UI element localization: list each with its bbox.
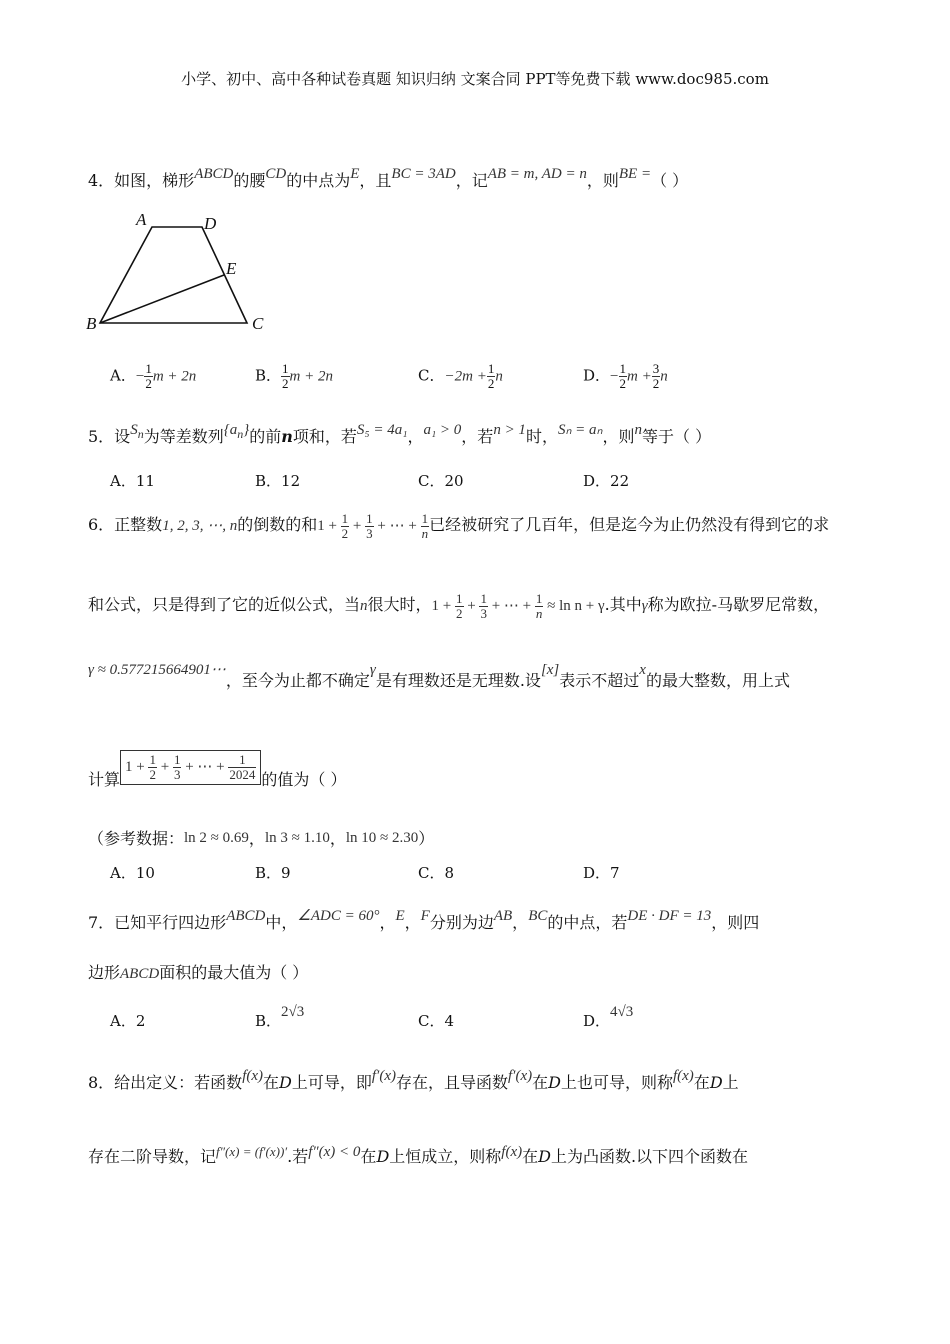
q6-text: 已经被研究了几百年，但是迄今为止仍然没有得到它的求 <box>429 515 830 534</box>
q5-option-c[interactable]: C．20 <box>418 472 464 490</box>
q7-option-c[interactable]: C．4 <box>418 1012 455 1030</box>
q5-text: 时， <box>525 427 558 446</box>
question-8-line-1: 8．给出定义：若函数f(x)在D上可导，即f′(x)存在，且导函数f′(x)在D上也可导，则称f(x)在D上 <box>88 1068 739 1092</box>
q6-text: 的值为（ ） <box>261 769 347 789</box>
question-6-line-4 <box>88 750 347 789</box>
q6-harmonic-sum: 1 + $\frac{1}{2}$ + $\frac{1}{3}$ + ⋯ + $\frac{1}{n}$ <box>317 511 429 542</box>
q4-text: 的中点为 <box>286 171 351 190</box>
fraction: $\frac{1}{2}$ <box>487 361 495 391</box>
q5-text: ，则 <box>602 427 635 446</box>
question-7-line-1: 7．已知平行四边形ABCD中，∠ADC = 60°，E，F分别为边AB，BC的中点，若DE · DF = 13，则四 <box>88 908 760 932</box>
q4-cd: CD <box>265 166 287 182</box>
q7-condition: DE · DF = 13 <box>627 908 712 924</box>
fraction: $\frac{1}{2}$ <box>145 361 152 391</box>
fraction: $\frac{3}{2}$ <box>652 361 660 391</box>
option-expr: −2m + <box>444 368 487 385</box>
option-sign: − <box>135 368 145 385</box>
q4-text: 的腰 <box>233 171 266 190</box>
q4-text: ，记 <box>455 171 488 190</box>
question-8-line-2: 存在二阶导数，记$^{f''(x) = (f'(x))'}$.若f″(x) < 0在D上恒成立，则称f(x)在D上为凸函数.以下四个函数在 <box>88 1144 749 1166</box>
q7-bc: BC <box>528 908 548 924</box>
q4-number: 4．如图，梯形 <box>88 171 195 190</box>
fraction: $\frac{1}{2}$ <box>619 361 626 391</box>
q6-text: 是有理数还是无理数.设 <box>375 671 541 690</box>
q5-an: $\{a_n\}$ <box>223 422 250 441</box>
q5-n: n <box>634 422 643 438</box>
q6-text: 的最大整数，用上式 <box>645 671 790 690</box>
q6-gamma-value: γ ≈ 0.577215664901⋯ <box>88 662 226 678</box>
q6-gamma: γ <box>369 662 376 678</box>
fig-label-a: A <box>136 210 147 229</box>
fig-label-c: C <box>252 314 264 333</box>
q5-condition-3: n > 1 <box>493 422 526 438</box>
question-7-line-2: 边形ABCD面积的最大值为（ ） <box>88 963 309 982</box>
q5-condition-4: Sₙ = aₙ <box>557 422 603 438</box>
q6-option-d[interactable]: D．7 <box>583 864 620 882</box>
q4-option-b[interactable] <box>255 362 333 391</box>
q4-vectors: AB = m, AD = n <box>487 166 587 182</box>
q7-e: E <box>395 908 405 924</box>
q5-condition-2: a₁ > 0 <box>423 422 462 438</box>
q5-option-b[interactable]: B．12 <box>255 472 301 490</box>
q7-abcd: ABCD <box>120 966 160 982</box>
q5-text: ，若 <box>461 427 494 446</box>
question-5-stem <box>88 424 711 450</box>
q7-option-d[interactable]: D．4√3 <box>583 1004 634 1030</box>
q6-option-b[interactable]: B．9 <box>255 864 291 882</box>
option-expr: n <box>495 368 503 385</box>
q4-be: BE = <box>618 166 652 182</box>
q4-text: ，则 <box>586 171 619 190</box>
option-expr: m + 2n <box>289 368 333 385</box>
q7-number: 7．已知平行四边形 <box>88 913 227 932</box>
page-header: 小学、初中、高中各种试卷真题 知识归纳 文案合同 PPT等免费下载 www.doc985.com <box>181 70 769 88</box>
fig-label-e: E <box>226 259 237 278</box>
q6-text: 表示不超过 <box>559 671 640 690</box>
question-4-stem <box>88 168 688 191</box>
q7-abcd: ABCD <box>226 908 266 924</box>
q6-option-c[interactable]: C．8 <box>418 864 455 882</box>
question-6-line-1 <box>88 512 829 541</box>
fraction: $\frac{1}{2}$ <box>282 361 289 391</box>
q6-text: 计算 <box>88 769 121 789</box>
q7-option-b[interactable]: B．2√3 <box>255 1004 305 1030</box>
question-6-line-3 <box>88 662 790 691</box>
q5-option-d[interactable]: D．22 <box>583 472 630 490</box>
option-label: B． <box>255 366 282 385</box>
q5-number: 5．设 <box>88 427 131 446</box>
q5-text: 项和，若 <box>292 427 357 446</box>
q7-ab: AB <box>493 908 513 924</box>
option-expr: n <box>660 368 668 385</box>
fig-label-b: B <box>86 314 97 333</box>
q5-option-a[interactable]: A．11 <box>110 472 155 490</box>
q7-f: F <box>420 908 430 924</box>
q7-angle: ∠ADC = 60° <box>297 908 380 924</box>
q6-reference-data: （参考数据：ln 2 ≈ 0.69，ln 3 ≈ 1.10，ln 10 ≈ 2.30） <box>88 829 435 848</box>
q6-n: n <box>360 598 368 614</box>
option-expr: m + 2n <box>152 368 197 385</box>
fig-label-d: D <box>204 214 217 233</box>
q4-condition: BC = 3AD <box>391 166 456 182</box>
q5-text: ， <box>407 427 424 446</box>
q6-floor-sum: 1 + $\frac{1}{2}$ + $\frac{1}{3}$ + ⋯ + $\frac{1}{2024}$ <box>120 750 261 785</box>
q6-option-a[interactable]: A．10 <box>110 864 155 882</box>
q6-sequence: 1, 2, 3, ⋯, n <box>162 518 238 534</box>
trapezoid-figure <box>82 205 282 340</box>
q4-option-d[interactable] <box>583 362 668 391</box>
option-label: A． <box>110 366 136 385</box>
q4-answer-blank: （ ） <box>651 171 689 190</box>
q6-text: ，至今为止都不确定 <box>225 671 370 690</box>
q6-text: 和公式，只是得到了它的近似公式，当 <box>88 595 361 614</box>
q6-text: 的倒数的和 <box>237 515 318 534</box>
q6-approx: 1 + $\frac{1}{2}$ + $\frac{1}{3}$ + ⋯ + $\frac{1}{n}$ ≈ ln n + γ <box>431 591 605 622</box>
q6-text: 称为欧拉-马歇罗尼常数， <box>647 595 830 614</box>
q4-option-a[interactable] <box>110 362 196 391</box>
option-label: C． <box>418 366 445 385</box>
q5-sn: $S_n$ <box>130 422 144 441</box>
q6-text: .其中 <box>604 595 642 614</box>
q4-e: E <box>350 166 360 182</box>
q7-option-a[interactable]: A．2 <box>110 1012 146 1030</box>
q4-option-c[interactable] <box>418 362 503 391</box>
q5-condition-1: S₅ = 4a₁ <box>356 422 408 438</box>
q6-x: x <box>639 662 646 678</box>
q6-floor-x: [x] <box>540 662 560 678</box>
q8-number: 8．给出定义：若函数 <box>88 1073 243 1092</box>
q6-text: 很大时， <box>367 595 432 614</box>
option-label: D． <box>583 366 611 385</box>
q4-abcd: ABCD <box>194 166 234 182</box>
q5-n: n <box>281 427 293 446</box>
q5-text: 的前 <box>249 427 282 446</box>
option-expr: m + <box>627 368 652 385</box>
q6-text: 6．正整数 <box>88 515 163 534</box>
q4-text: ，且 <box>359 171 392 190</box>
q5-text: 等于（ ） <box>642 427 712 446</box>
q6-gamma: γ <box>641 598 648 614</box>
q5-text: 为等差数列 <box>143 427 224 446</box>
option-sign: − <box>610 368 619 385</box>
question-6-line-2 <box>88 592 829 621</box>
